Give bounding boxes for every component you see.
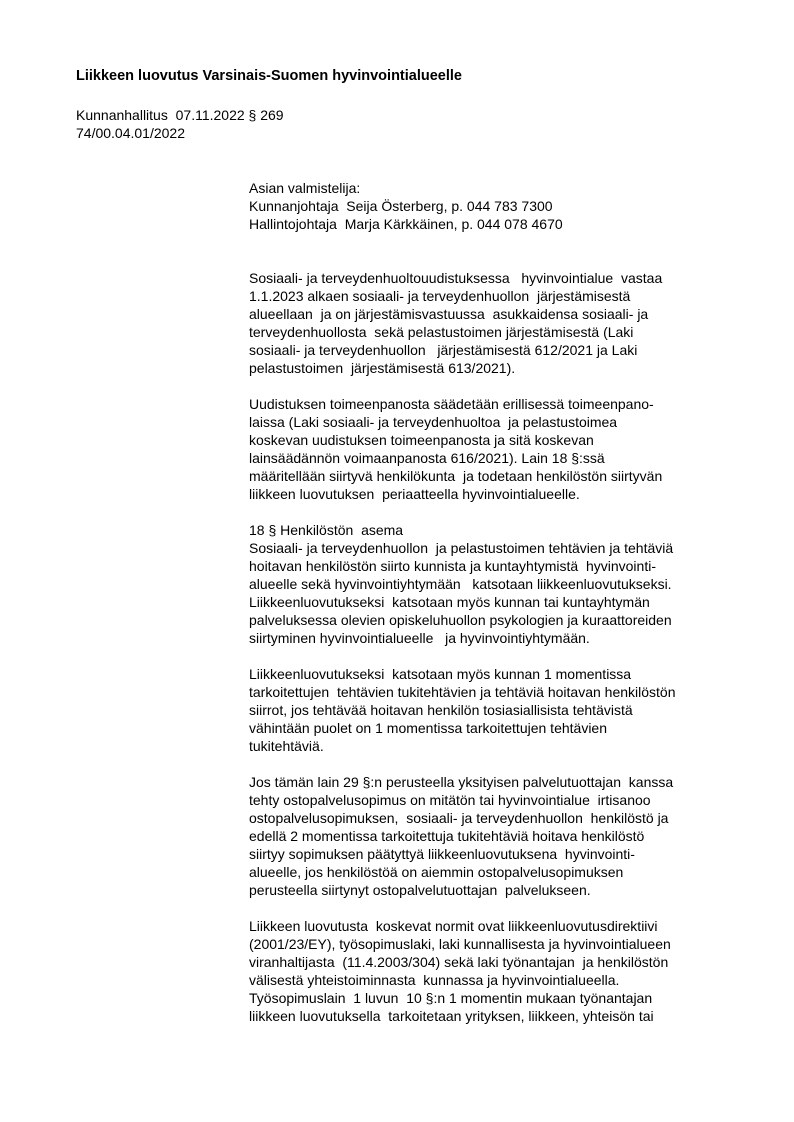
preparer-mayor: Kunnanjohtaja Seija Österberg, p. 044 783 7300 <box>249 198 553 214</box>
paragraph <box>249 521 739 647</box>
meeting-meta <box>76 106 284 142</box>
paragraph-line: liikkeen luovutuksen periaatteella hyvinvointialueelle. <box>249 486 580 502</box>
paragraph-line: koskevan uudistuksen toimeenpanosta ja sitä koskevan <box>249 432 594 448</box>
paragraph-line: alueelle sekä hyvinvointiyhtymään katsotaan liikkeenluovutukseksi. <box>249 576 672 592</box>
paragraph-line: määritellään siirtyvä henkilökunta ja todetaan henkilöstön siirtyvän <box>249 468 663 484</box>
paragraph-line: 1.1.2023 alkaen sosiaali- ja terveydenhuollon järjestämisestä <box>249 288 631 304</box>
paragraph-line: välisestä yhteistoiminnasta kunnassa ja hyvinvointialueella. <box>249 972 620 988</box>
paragraph-line: Liikkeenluovutukseksi katsotaan myös kunnan 1 momentissa <box>249 666 632 682</box>
paragraph-line: perusteella siirtynyt ostopalvelutuottajan palvelukseen. <box>249 882 591 898</box>
paragraph-line: siirtyy sopimuksen päätyttyä liikkeenluovutuksena hyvinvointi- <box>249 846 635 862</box>
paragraph-line: viranhaltijasta (11.4.2003/304) sekä laki työnantajan ja henkilöstön <box>249 954 669 970</box>
paragraph-line: siirtyminen hyvinvointialueelle ja hyvinvointiyhtymään. <box>249 630 590 646</box>
paragraph-line: ostopalvelusopimuksen, sosiaali- ja terveydenhuollon henkilöstö ja <box>249 810 669 826</box>
paragraph-line: Liikkeen luovutusta koskevat normit ovat liikkeenluovutusdirektiivi <box>249 918 658 934</box>
record-number-line: 74/00.04.01/2022 <box>76 125 185 141</box>
paragraph-line: Työsopimuslain 1 luvun 10 §:n 1 momentin mukaan työnantajan <box>249 990 653 1006</box>
document-title: Liikkeen luovutus Varsinais-Suomen hyvinvointialueelle <box>76 68 462 84</box>
preparer-heading: Asian valmistelija: <box>249 180 361 196</box>
meeting-date-line: Kunnanhallitus 07.11.2022 § 269 <box>76 107 284 123</box>
paragraph-line: Uudistuksen toimeenpanosta säädetään erillisessä toimeenpano- <box>249 396 654 412</box>
paragraph-line: tarkoitettujen tehtävien tukitehtävien ja tehtäviä hoitavan henkilöstön <box>249 684 676 700</box>
paragraph <box>249 395 739 503</box>
paragraph <box>249 917 739 1025</box>
paragraph-line: siirrot, jos tehtävää hoitavan henkilön tosiasiallisista tehtävistä <box>249 702 633 718</box>
paragraph-line: palveluksessa olevien opiskeluhuollon psykologien ja kuraattoreiden <box>249 612 672 628</box>
paragraph-line: alueellaan ja on järjestämisvastuussa asukkaidensa sosiaali- ja <box>249 306 649 322</box>
paragraph <box>249 269 739 377</box>
paragraph <box>249 665 739 755</box>
paragraph <box>249 773 739 899</box>
paragraph-line: vähintään puolet on 1 momentissa tarkoitettujen tehtävien <box>249 720 608 736</box>
paragraph-line: Liikkeenluovutukseksi katsotaan myös kunnan tai kuntayhtymän <box>249 594 650 610</box>
preparer-admin-director: Hallintojohtaja Marja Kärkkäinen, p. 044 078 4670 <box>249 216 563 232</box>
paragraph-line: edellä 2 momentissa tarkoitettuja tukitehtäviä hoitava henkilöstö <box>249 828 645 844</box>
paragraph-line: (2001/23/EY), työsopimuslaki, laki kunnallisesta ja hyvinvointialueen <box>249 936 671 952</box>
paragraph-line: tukitehtäviä. <box>249 738 324 754</box>
paragraph-line: pelastustoimen järjestämisestä 613/2021). <box>249 360 516 376</box>
paragraph-line: 18 § Henkilöstön asema <box>249 522 404 538</box>
paragraph-line: Jos tämän lain 29 §:n perusteella yksityisen palvelutuottajan kanssa <box>249 774 674 790</box>
paragraph-line: sosiaali- ja terveydenhuollon järjestämisestä 612/2021 ja Laki <box>249 342 638 358</box>
preparer-block <box>249 179 563 233</box>
paragraph-line: lainsäädännön voimaanpanosta 616/2021). Lain 18 §:ssä <box>249 450 605 466</box>
paragraph-line: tehty ostopalvelusopimus on mitätön tai hyvinvointialue irtisanoo <box>249 792 651 808</box>
paragraph-line: laissa (Laki sosiaali- ja terveydenhuoltoa ja pelastustoimea <box>249 414 618 430</box>
paragraph-line: Sosiaali- ja terveydenhuoltouudistuksessa hyvinvointialue vastaa <box>249 270 663 286</box>
paragraph-line: alueelle, jos henkilöstöä on aiemmin ostopalvelusopimuksen <box>249 864 624 880</box>
body-text <box>249 269 739 1043</box>
paragraph-line: liikkeen luovutuksella tarkoitetaan yrityksen, liikkeen, yhteisön tai <box>249 1008 654 1024</box>
paragraph-line: hoitavan henkilöstön siirto kunnista ja kuntayhtymistä hyvinvointi- <box>249 558 656 574</box>
paragraph-line: Sosiaali- ja terveydenhuollon ja pelastustoimen tehtävien ja tehtäviä <box>249 540 674 556</box>
paragraph-line: terveydenhuollosta sekä pelastustoimen järjestämisestä (Laki <box>249 324 634 340</box>
